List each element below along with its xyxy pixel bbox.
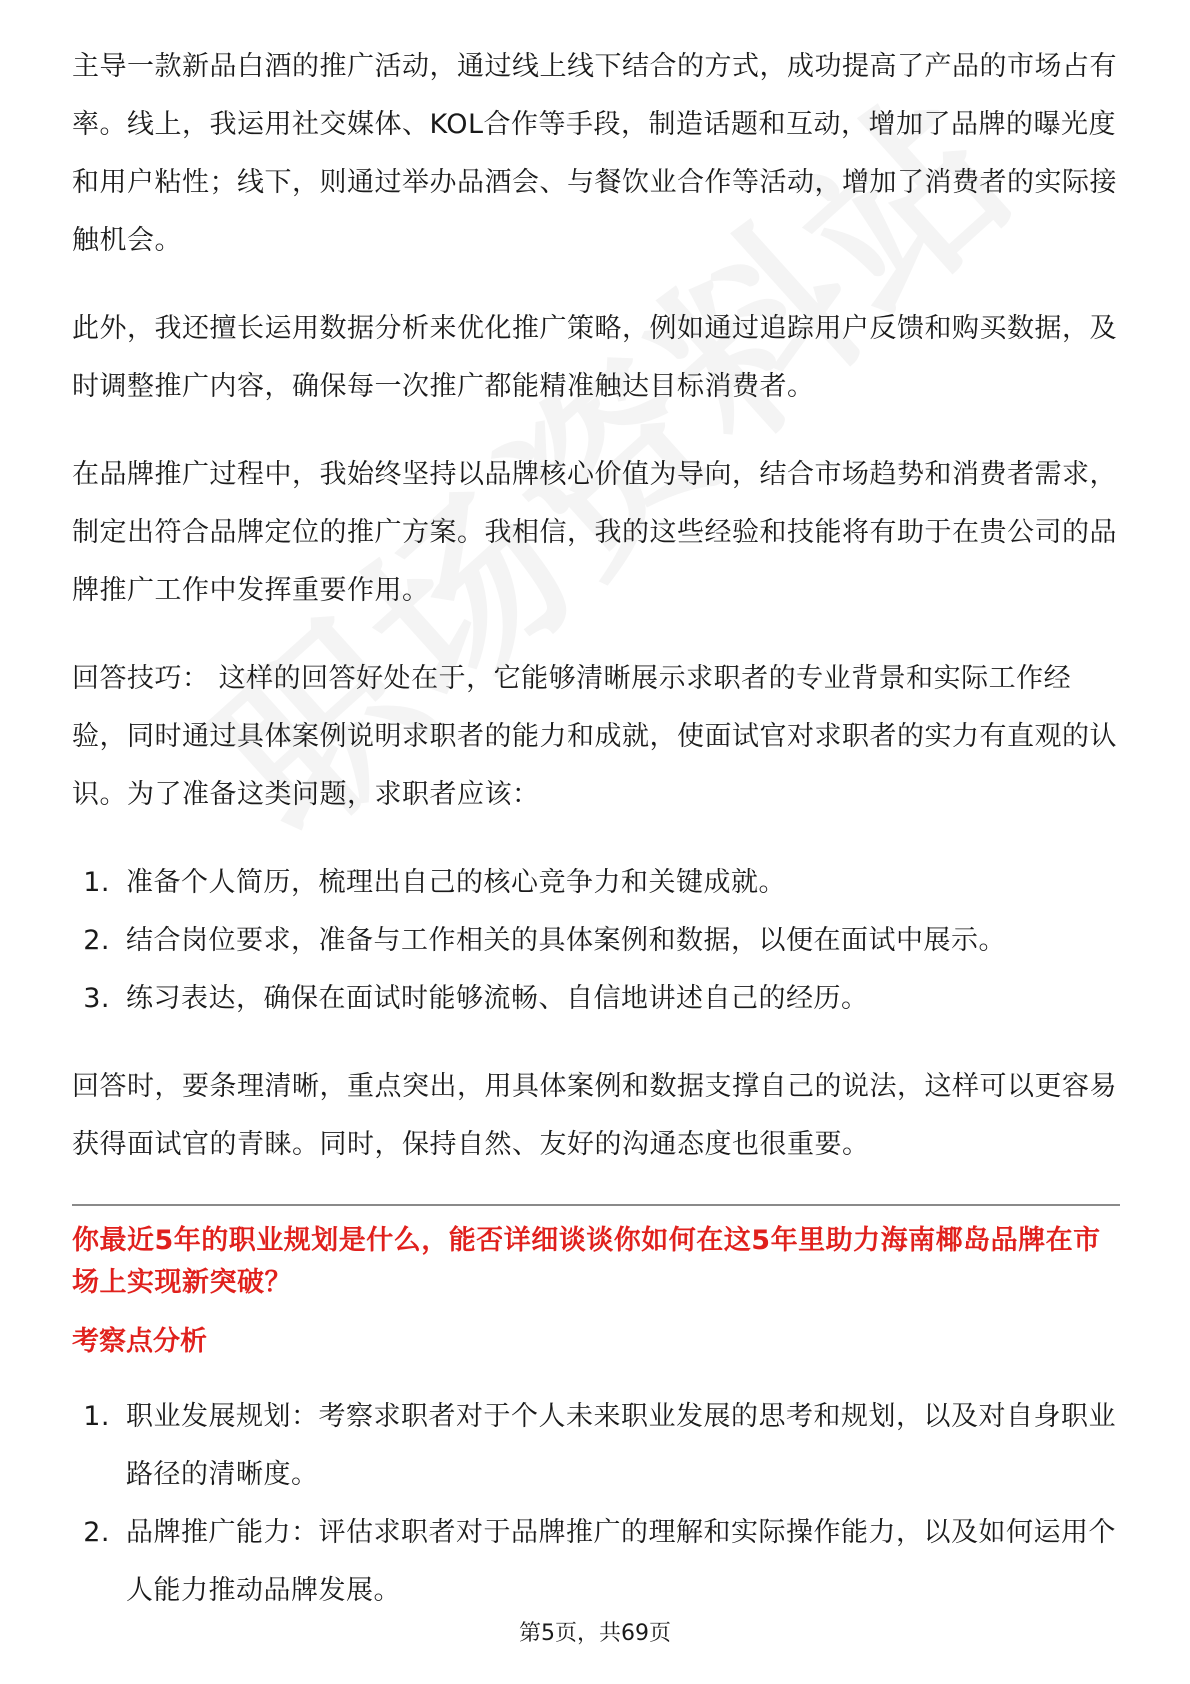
list-number: 3. bbox=[83, 983, 110, 1014]
paragraph-closing: 回答时，要条理清晰，重点突出，用具体案例和数据支撑自己的说法，这样可以更容易获得面试官的青睐。同时，保持自然、友好的沟通态度也很重要。 bbox=[72, 1071, 1117, 1160]
analysis-title: 考察点分析 bbox=[72, 1326, 207, 1357]
document-body bbox=[72, 38, 1120, 1650]
paragraph-answer-tips: 回答技巧： 这样的回答好处在于，它能够清晰展示求职者的专业背景和实际工作经验，同时通过具体案例说明求职者的能力和成就，使面试官对求职者的实力有直观的认识。为了准备这类问题，求职者应该： bbox=[72, 663, 1117, 810]
question-heading: 你最近5年的职业规划是什么，能否详细谈谈你如何在这5年里助力海南椰岛品牌在市场上实现新突破？ bbox=[72, 1225, 1101, 1298]
list-number: 2. bbox=[83, 925, 110, 956]
list-item bbox=[72, 912, 1120, 970]
list-item bbox=[72, 1504, 1120, 1620]
list-number: 1. bbox=[83, 867, 110, 898]
paragraph-campaign: 主导一款新品白酒的推广活动，通过线上线下结合的方式，成功提高了产品的市场占有率。线上，我运用社交媒体、KOL合作等手段，制造话题和互动，增加了品牌的曝光度和用户粘性；线下，则通过举办品酒会、与餐饮业合作等活动，增加了消费者的实际接触机会。 bbox=[72, 51, 1117, 256]
list-number: 2. bbox=[83, 1517, 110, 1548]
list-number: 1. bbox=[83, 1401, 110, 1432]
tips-list bbox=[72, 854, 1120, 1028]
section-divider bbox=[72, 1204, 1120, 1206]
list-text: 练习表达，确保在面试时能够流畅、自信地讲述自己的经历。 bbox=[126, 983, 869, 1014]
page-number: 第5页，共69页 bbox=[519, 1621, 671, 1646]
list-item bbox=[72, 970, 1120, 1028]
analysis-list bbox=[72, 1388, 1120, 1620]
list-text: 结合岗位要求，准备与工作相关的具体案例和数据，以便在面试中展示。 bbox=[126, 925, 1006, 956]
list-text: 准备个人简历，梳理出自己的核心竞争力和关键成就。 bbox=[126, 867, 786, 898]
paragraph-brand-values: 在品牌推广过程中，我始终坚持以品牌核心价值为导向，结合市场趋势和消费者需求，制定出符合品牌定位的推广方案。我相信，我的这些经验和技能将有助于在贵公司的品牌推广工作中发挥重要作用。 bbox=[72, 459, 1117, 606]
list-text: 职业发展规划：考察求职者对于个人未来职业发展的思考和规划，以及对自身职业路径的清晰度。 bbox=[126, 1401, 1116, 1490]
list-item bbox=[72, 1388, 1120, 1504]
paragraph-data-analysis: 此外，我还擅长运用数据分析来优化推广策略，例如通过追踪用户反馈和购买数据，及时调整推广内容，确保每一次推广都能精准触达目标消费者。 bbox=[72, 313, 1117, 402]
list-item bbox=[72, 854, 1120, 912]
list-text: 品牌推广能力：评估求职者对于品牌推广的理解和实际操作能力，以及如何运用个人能力推动品牌发展。 bbox=[126, 1517, 1116, 1606]
